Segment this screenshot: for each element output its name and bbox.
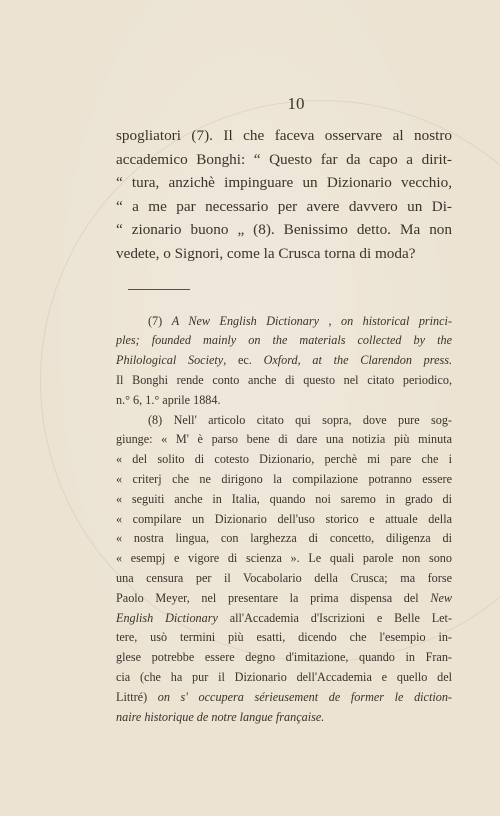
footnote-line <box>116 411 452 431</box>
footnote-7 <box>116 312 452 411</box>
footnote-text: (8) Nell' articolo citato qui sopra, dove pure sog- <box>148 412 452 427</box>
footnote-line <box>116 648 452 668</box>
footnote-line <box>116 391 452 411</box>
footnote-text: « criterj che ne dirigono la compilazione potranno essere <box>116 471 452 486</box>
main-text-line: vedete, o Signori, come la Crusca torna di moda? <box>116 244 416 262</box>
footnote-line <box>116 351 452 371</box>
main-text-line: “ tura, anzichè impinguare un Dizionario vecchio, <box>116 174 452 192</box>
footnote-text: Littré) <box>116 689 158 704</box>
footnote-8 <box>116 411 452 728</box>
footnote-line <box>116 609 452 629</box>
footnote-separator <box>128 289 190 290</box>
main-text <box>116 124 452 266</box>
footnote-line <box>116 490 452 510</box>
footnote-text: tere, usò termini più esatti, dicendo che l'esempio in- <box>116 630 452 645</box>
footnote-line <box>116 569 452 589</box>
footnote-line <box>116 371 452 391</box>
footnote-italic-text: on s' occupera sérieusement de former le diction- <box>157 689 452 704</box>
footnote-line <box>116 628 452 648</box>
footnote-line <box>116 549 452 569</box>
main-text-line: accademico Bonghi: “ Questo far da capo a dirit- <box>116 150 452 168</box>
footnote-line <box>116 529 452 549</box>
footnote-italic-text: A New English Dictionary , on historical princi- <box>171 313 453 328</box>
footnote-line <box>116 450 452 470</box>
footnote-line <box>116 688 452 708</box>
main-text-line: “ a me par necessario per avere davvero un Di- <box>116 197 452 215</box>
footnote-italic-text: ples; founded mainly on the materials collected by the <box>116 333 452 348</box>
footnote-line <box>116 470 452 490</box>
footnote-text: « esempj e vigore di scienza ». Le quali parole non sono <box>116 551 452 566</box>
footnote-text: all'Accademia d'Iscrizioni e Belle Let- <box>217 610 452 625</box>
main-paragraph <box>116 124 452 266</box>
main-text-line: spogliatori (7). Il che faceva osservare al nostro <box>116 127 452 144</box>
footnote-line <box>116 510 452 530</box>
footnote-italic-text: Philological Society <box>116 353 224 368</box>
footnote-text: « compilare un Dizionario dell'uso storico e attuale della <box>116 511 452 526</box>
footnote-text: cia (che ha pur il Dizionario dell'Accademia e quello del <box>116 669 452 684</box>
footnote-text: « del solito di cotesto Dizionario, perchè mi pare che i <box>116 452 452 467</box>
footnotes <box>116 312 452 728</box>
footnote-line <box>116 430 452 450</box>
footnote-text: glese potrebbe essere degno d'imitazione, quando in Fran- <box>116 650 452 665</box>
footnote-italic-text: naire historique de notre langue française. <box>116 709 325 724</box>
footnote-line <box>116 668 452 688</box>
footnote-italic-text: Oxford, at the Clarendon press. <box>263 353 453 368</box>
footnote-text: « seguiti anche in Italia, quando noi saremo in grado di <box>116 491 452 506</box>
footnote-text: Paolo Meyer, nel presentare la prima dispensa del <box>116 590 431 605</box>
footnote-line <box>116 331 452 351</box>
footnote-text: , ec. <box>223 353 264 368</box>
footnote-italic-text: New <box>430 590 452 605</box>
footnote-text: una censura per il Vocabolario della Crusca; ma forse <box>116 570 452 585</box>
footnote-line <box>116 708 452 728</box>
footnote-line <box>116 589 452 609</box>
footnote-text: giunge: « M' è parso bene di dare una notizia più minuta <box>116 432 452 447</box>
footnote-text: « nostra lingua, con larghezza di concetto, diligenza di <box>116 531 452 546</box>
page-number: 10 <box>287 94 305 113</box>
main-text-line: “ zionario buono „ (8). Benissimo detto. Ma non <box>116 221 452 239</box>
footnote-italic-text: English Dictionary <box>116 610 218 625</box>
footnote-text: (7) <box>148 313 172 328</box>
footnote-line <box>116 312 452 332</box>
footnote-text: Il Bonghi rende conto anche di questo nel citato periodico, <box>116 372 452 387</box>
footnote-text: n.° 6, 1.° aprile 1884. <box>116 392 221 407</box>
